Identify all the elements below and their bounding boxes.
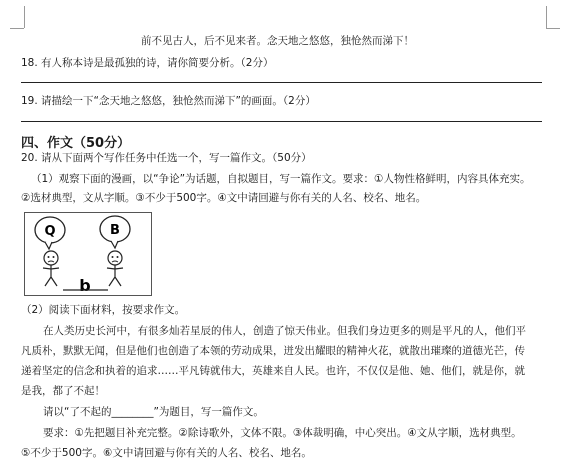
material-line3: 递着坚定的信念和执着的追求……平凡铸就伟大，英雄来自人民。也许，不仅仅是他、她、他们，就是你，就 bbox=[21, 365, 525, 377]
material-line2: 凡质朴，默默无闻，但是他们也创造了本领的劳动成果，迸发出耀眼的精神火花，就散出璀璨的道德光芒，传 bbox=[21, 345, 525, 357]
bubble-right-letter: B bbox=[110, 223, 120, 238]
answer-line-19 bbox=[21, 121, 542, 122]
question-19: 19. 请描绘一下“念天地之悠悠，独怆然而涕下”的画面。（2分） bbox=[21, 95, 316, 107]
task1-line2: ②选材典型，文从字顺。③不少于500字。④文中请回避与你有关的人名、校名、地名。 bbox=[21, 192, 427, 204]
corner-mark-left-h bbox=[10, 28, 24, 29]
section-heading: 四、作文（50分） bbox=[21, 136, 131, 151]
material-line4: 是我，都了不起！ bbox=[21, 385, 105, 397]
corner-mark-right-h bbox=[546, 28, 560, 29]
corner-mark-left bbox=[24, 6, 25, 28]
corner-mark-right bbox=[546, 6, 547, 28]
question-18: 18. 有人称本诗是最孤独的诗，请你简要分析。（2分） bbox=[21, 57, 274, 69]
cartoon-drawing bbox=[25, 213, 151, 295]
material-line1: 在人类历史长河中，有很多灿若星辰的伟人，创造了惊天伟业。但我们身边更多的则是平凡的人，他们平 bbox=[43, 325, 526, 337]
answer-line-18 bbox=[21, 82, 542, 83]
task1-line1: （1）观察下面的漫画，以“争论”为话题，自拟题目，写一篇作文。要求：①人物性格鲜明，内容具体充实。 bbox=[31, 173, 531, 185]
question-20: 20. 请从下面两个写作任务中任选一个，写一篇作文。（50分） bbox=[21, 152, 312, 164]
requirements-line1: 要求：①先把题目补充完整。②除诗歌外，文体不限。③体裁明确，中心突出。④文从字顺，选材典型。 bbox=[43, 427, 522, 439]
bubble-left-letter: Q bbox=[44, 224, 56, 239]
requirements-line2: ⑤不少于500字。⑥文中请回避与你有关的人名、校名、地名。 bbox=[21, 447, 312, 459]
instruction: 请以“了不起的________”为题目，写一篇作文。 bbox=[43, 406, 264, 418]
poem-line: 前不见古人，后不见来者。念天地之悠悠，独怆然而涕下！ bbox=[141, 35, 414, 47]
task2-title: （2）阅读下面材料，按要求作文。 bbox=[21, 304, 186, 316]
cartoon-image bbox=[24, 212, 152, 296]
ground-letter: b bbox=[79, 276, 91, 295]
